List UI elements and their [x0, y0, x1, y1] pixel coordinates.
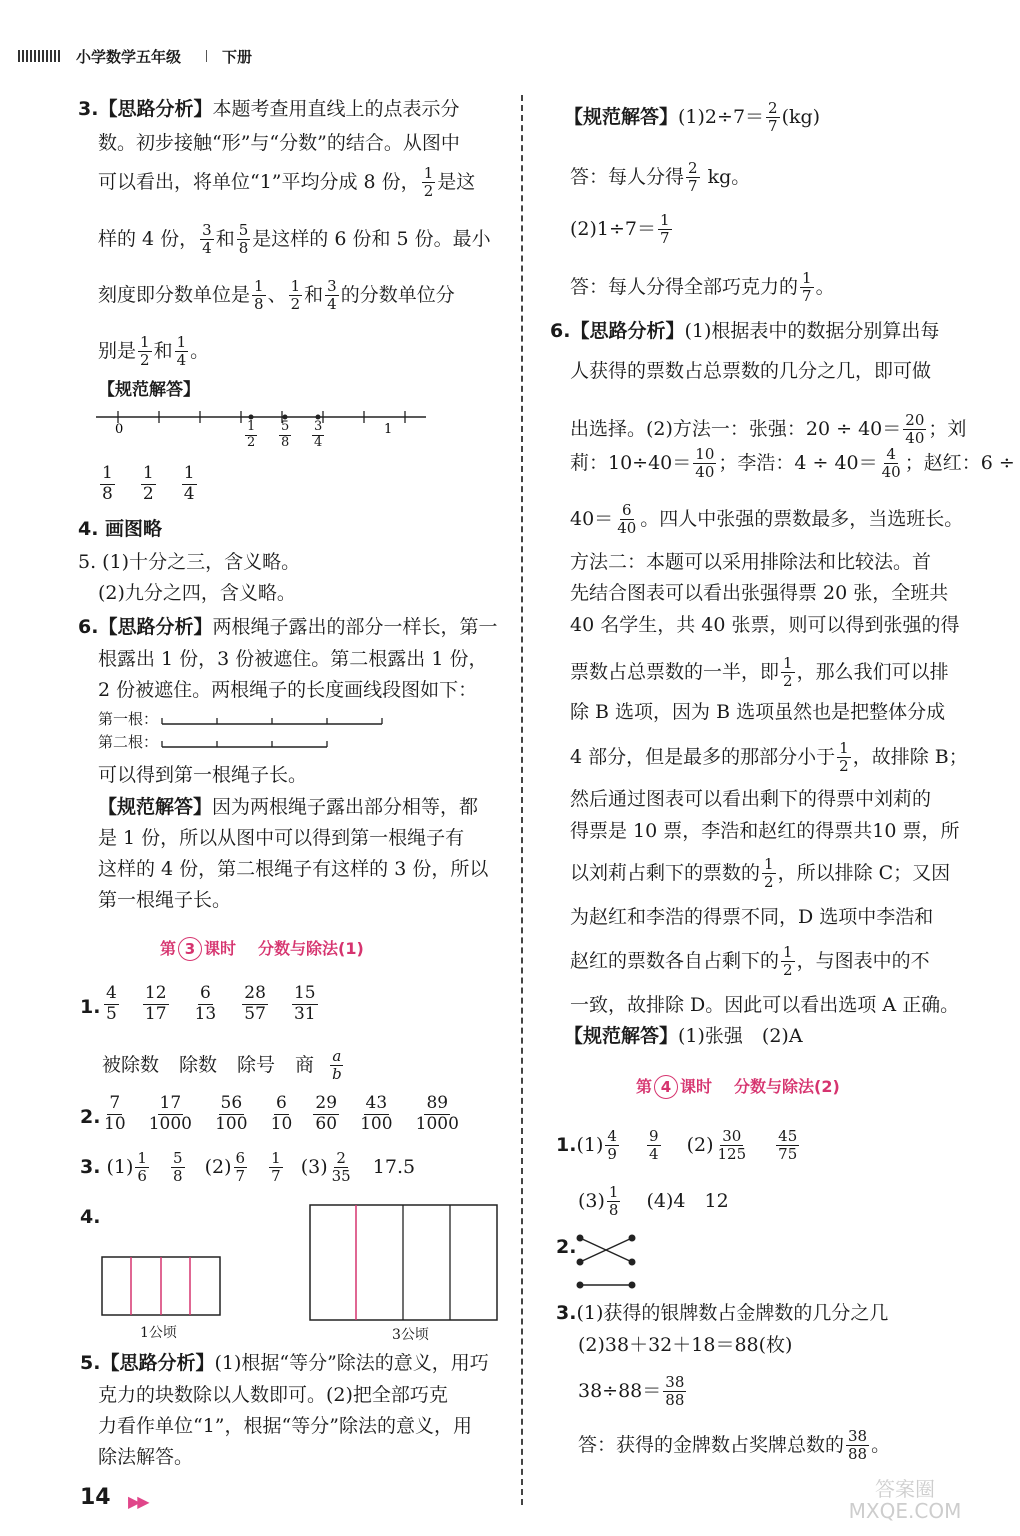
r-q6-m2-line10: 为赵红和李浩的得票不同，D 选项中李浩和	[570, 906, 934, 928]
r-q6-m2-line4: 票数占总票数的一半，即 $\frac{1}{2}$ ，那么我们可以排	[570, 654, 949, 691]
l3-q4-num: 4.	[80, 1206, 101, 1228]
l4-q3-line2: (2)38＋32＋18＝88(枚)	[578, 1334, 793, 1356]
l-q6-answer3: 这样的 4 份，第二根绳子有这样的 3 份，所以	[98, 858, 489, 880]
l-q3-line4: 样的 4 份， $\frac{3}{4}$ 和 $\frac{5}{8}$ 是这样的 6 份和 5 份。最小	[98, 221, 491, 258]
r-q6-line1: 6.【思路分析】(1)根据表中的数据分别算出每	[550, 320, 940, 342]
rope2-diagram	[160, 731, 400, 753]
header-barcode	[18, 50, 62, 62]
column-divider	[521, 95, 523, 1505]
l4-q3-answer: 答：获得的金牌数占奖牌总数的 $\frac{38}{88}$ 。	[578, 1427, 891, 1464]
l-q6-line4: 可以得到第一根绳子长。	[98, 764, 308, 786]
hectare-caption-1: 1公顷	[140, 1325, 177, 1341]
r-q6-m2-line5: 除 B 选项，因为 B 选项虽然也是把整体分成	[570, 701, 946, 723]
header-volume: 下册	[222, 48, 253, 66]
nl-label-0: 0	[115, 422, 124, 437]
l3-q3: 3. (1) $\frac{1}{6}$ $\frac{5}{8}$ (2) $\frac{6}{7}$ $\frac{1}{7}$ (3) $\frac{2}{35}$ 17.5	[80, 1149, 416, 1186]
r-q6-m2-line7: 然后通过图表可以看出剩下的得票中刘莉的	[570, 788, 932, 810]
l-q6-line3: 2 份被遮住。两根绳子的长度画线段图如下：	[98, 679, 478, 701]
r-q5-ans2: 答：每人分得全部巧克力的 $\frac{1}{7}$ 。	[570, 269, 835, 306]
l-q5-b: (2)九分之四，含义略。	[98, 582, 296, 604]
l-q3-line3: 可以看出，将单位“1”平均分成 8 份， $\frac{1}{2}$ 是这	[98, 164, 476, 201]
page-number: 14	[80, 1485, 111, 1510]
l3-q1-num: 1.	[80, 996, 101, 1018]
l-q6-line2: 根露出 1 份，3 份被遮住。第二根露出 1 份，	[98, 648, 488, 670]
watermark: 答案圈 MXQE.COM	[848, 1477, 962, 1523]
rope1-label: 第一根：	[98, 710, 159, 728]
r-q5-part2: (2)1÷7＝ $\frac{1}{7}$	[570, 211, 670, 248]
nl-frac-five-eighths: $\frac{5}{8}$	[281, 419, 290, 450]
hectare-diagram-1	[100, 1255, 225, 1320]
l3-q5-line4: 除法解答。	[98, 1446, 194, 1468]
l-q4: 4. 画图略	[78, 518, 163, 540]
l-q6-answer1: 【规范解答】因为两根绳子露出部分相等，都	[98, 796, 479, 818]
r-q6-line3: 出选择。(2)方法一：张强：20 ÷ 40＝ $\frac{20}{40}$ ；刘	[570, 411, 967, 448]
hectare-diagram-3	[308, 1203, 500, 1323]
r-q6-m2-line9: 以刘莉占剩下的票数的 $\frac{1}{2}$ ，所以排除 C；又因	[570, 855, 951, 892]
hectare-caption-3: 3公顷	[392, 1327, 429, 1343]
l-q6-line1: 6.【思路分析】两根绳子露出的部分一样长，第一	[78, 616, 498, 638]
header-divider	[206, 50, 207, 62]
l4-q3-line1: 3.(1)获得的银牌数占金牌数的几分之几	[556, 1302, 889, 1324]
l-q6-answer4: 第一根绳子长。	[98, 889, 232, 911]
l-q3-line5: 刻度即分数单位是 $\frac{1}{8}$ 、 $\frac{1}{2}$ 和 $\frac{3}{4}$ 的分数单位分	[98, 277, 455, 314]
r-q6-line4: 莉：10÷40＝ $\frac{10}{40}$ ；李浩：4 ÷ 40＝ $\frac{4}{40}$ ；赵红：6 ÷	[570, 445, 1015, 482]
l3-q5-line1: 5.【思路分析】(1)根据“等分”除法的意义，用巧	[80, 1352, 489, 1374]
r-q6-m2-line8: 得票是 10 票，李浩和赵红的得票共10 票，所	[570, 820, 960, 842]
lesson4-heading: 第 4 课时 分数与除法(2)	[636, 1074, 840, 1099]
r-q6-m2-line12: 一致，故排除 D。因此可以看出选项 A 正确。	[570, 994, 960, 1016]
l-q3-answer-tag: 【规范解答】	[98, 380, 200, 400]
matching-diagram	[572, 1230, 642, 1292]
r-q5-part1: 【规范解答】(1)2÷7＝ $\frac{2}{7}$ (kg)	[564, 99, 821, 136]
l4-q3-line3: 38÷88＝ $\frac{38}{88}$	[578, 1373, 685, 1410]
l-q3-line6: 别是 $\frac{1}{2}$ 和 $\frac{1}{4}$ 。	[98, 333, 210, 370]
l-q3-units: $\frac{1}{8}$ $\frac{1}{2}$ $\frac{1}{4}$	[102, 463, 195, 504]
rope1-diagram	[160, 708, 400, 730]
r-q6-m2-line3: 40 名学生，共 40 张票，则可以得到张强的得	[570, 614, 960, 636]
page-arrow-icon: ▶▶	[128, 1492, 147, 1511]
r-q6-line2: 人获得的票数占总票数的几分之几，即可做	[570, 360, 932, 382]
header-subject: 小学数学五年级	[76, 48, 182, 66]
r-q5-ans1: 答：每人分得 $\frac{2}{7}$ kg。	[570, 159, 751, 196]
l3-q2-num: 2.	[80, 1106, 101, 1128]
number-line	[96, 405, 436, 460]
r-q6-line5: 40＝ $\frac{6}{40}$ 。四人中张强的票数最多，当选班长。	[570, 501, 964, 538]
nl-label-1: 1	[384, 422, 393, 437]
l4-q1-row2: (3) $\frac{1}{8}$ (4)4 12	[578, 1183, 729, 1220]
l3-q5-line3: 力看作单位“1”，根据“等分”除法的意义，用	[98, 1415, 472, 1437]
r-q6-m2-line6: 4 部分，但是最多的那部分小于 $\frac{1}{2}$ ，故排除 B；	[570, 739, 968, 776]
l4-q2-num: 2.	[556, 1236, 577, 1258]
r-q6-answer: 【规范解答】(1)张强 (2)A	[564, 1025, 803, 1047]
l3-q1-terms: 被除数 除数 除号 商 $\frac{a}{b}$	[102, 1047, 342, 1084]
l3-q1-fracs: $\frac{4}{5}$ $\frac{12}{17}$ $\frac{6}{13}$ $\frac{28}{57}$ $\frac{15}{31}$	[106, 983, 316, 1024]
rope2-label: 第二根：	[98, 733, 159, 751]
nl-frac-half: $\frac{1}{2}$	[247, 419, 256, 450]
l3-q2-fracs: $\frac{7}{10}$ $\frac{17}{1000}$ $\frac{56}{100}$ $\frac{6}{10}$ $\frac{29}{60}$ $\frac{43}{100}$ $\frac{89}{1000}$	[104, 1093, 459, 1134]
nl-frac-three-quarters: $\frac{3}{4}$	[314, 419, 323, 450]
l-q6-answer2: 是 1 份，所以从图中可以得到第一根绳子有	[98, 827, 465, 849]
lesson3-heading: 第 3 课时 分数与除法(1)	[160, 936, 364, 961]
l3-q5-line2: 克力的块数除以人数即可。(2)把全部巧克	[98, 1384, 448, 1406]
l-q5-a: 5. (1)十分之三，含义略。	[78, 551, 301, 573]
r-q6-m2-line2: 先结合图表可以看出张强得票 20 张，全班共	[570, 582, 949, 604]
l-q3-line2: 数。初步接触“形”与“分数”的结合。从图中	[98, 132, 460, 154]
r-q6-m2-line11: 赵红的票数各自占剩下的 $\frac{1}{2}$ ，与图表中的不	[570, 943, 930, 980]
l4-q1-row1: 1.(1) $\frac{4}{9}$ $\frac{9}{4}$ (2) $\frac{30}{125}$ $\frac{45}{75}$	[556, 1127, 798, 1164]
r-q6-m2-line1: 方法二：本题可以采用排除法和比较法。首	[570, 551, 932, 573]
l-q3-line1: 3.【思路分析】本题考查用直线上的点表示分	[78, 98, 460, 120]
